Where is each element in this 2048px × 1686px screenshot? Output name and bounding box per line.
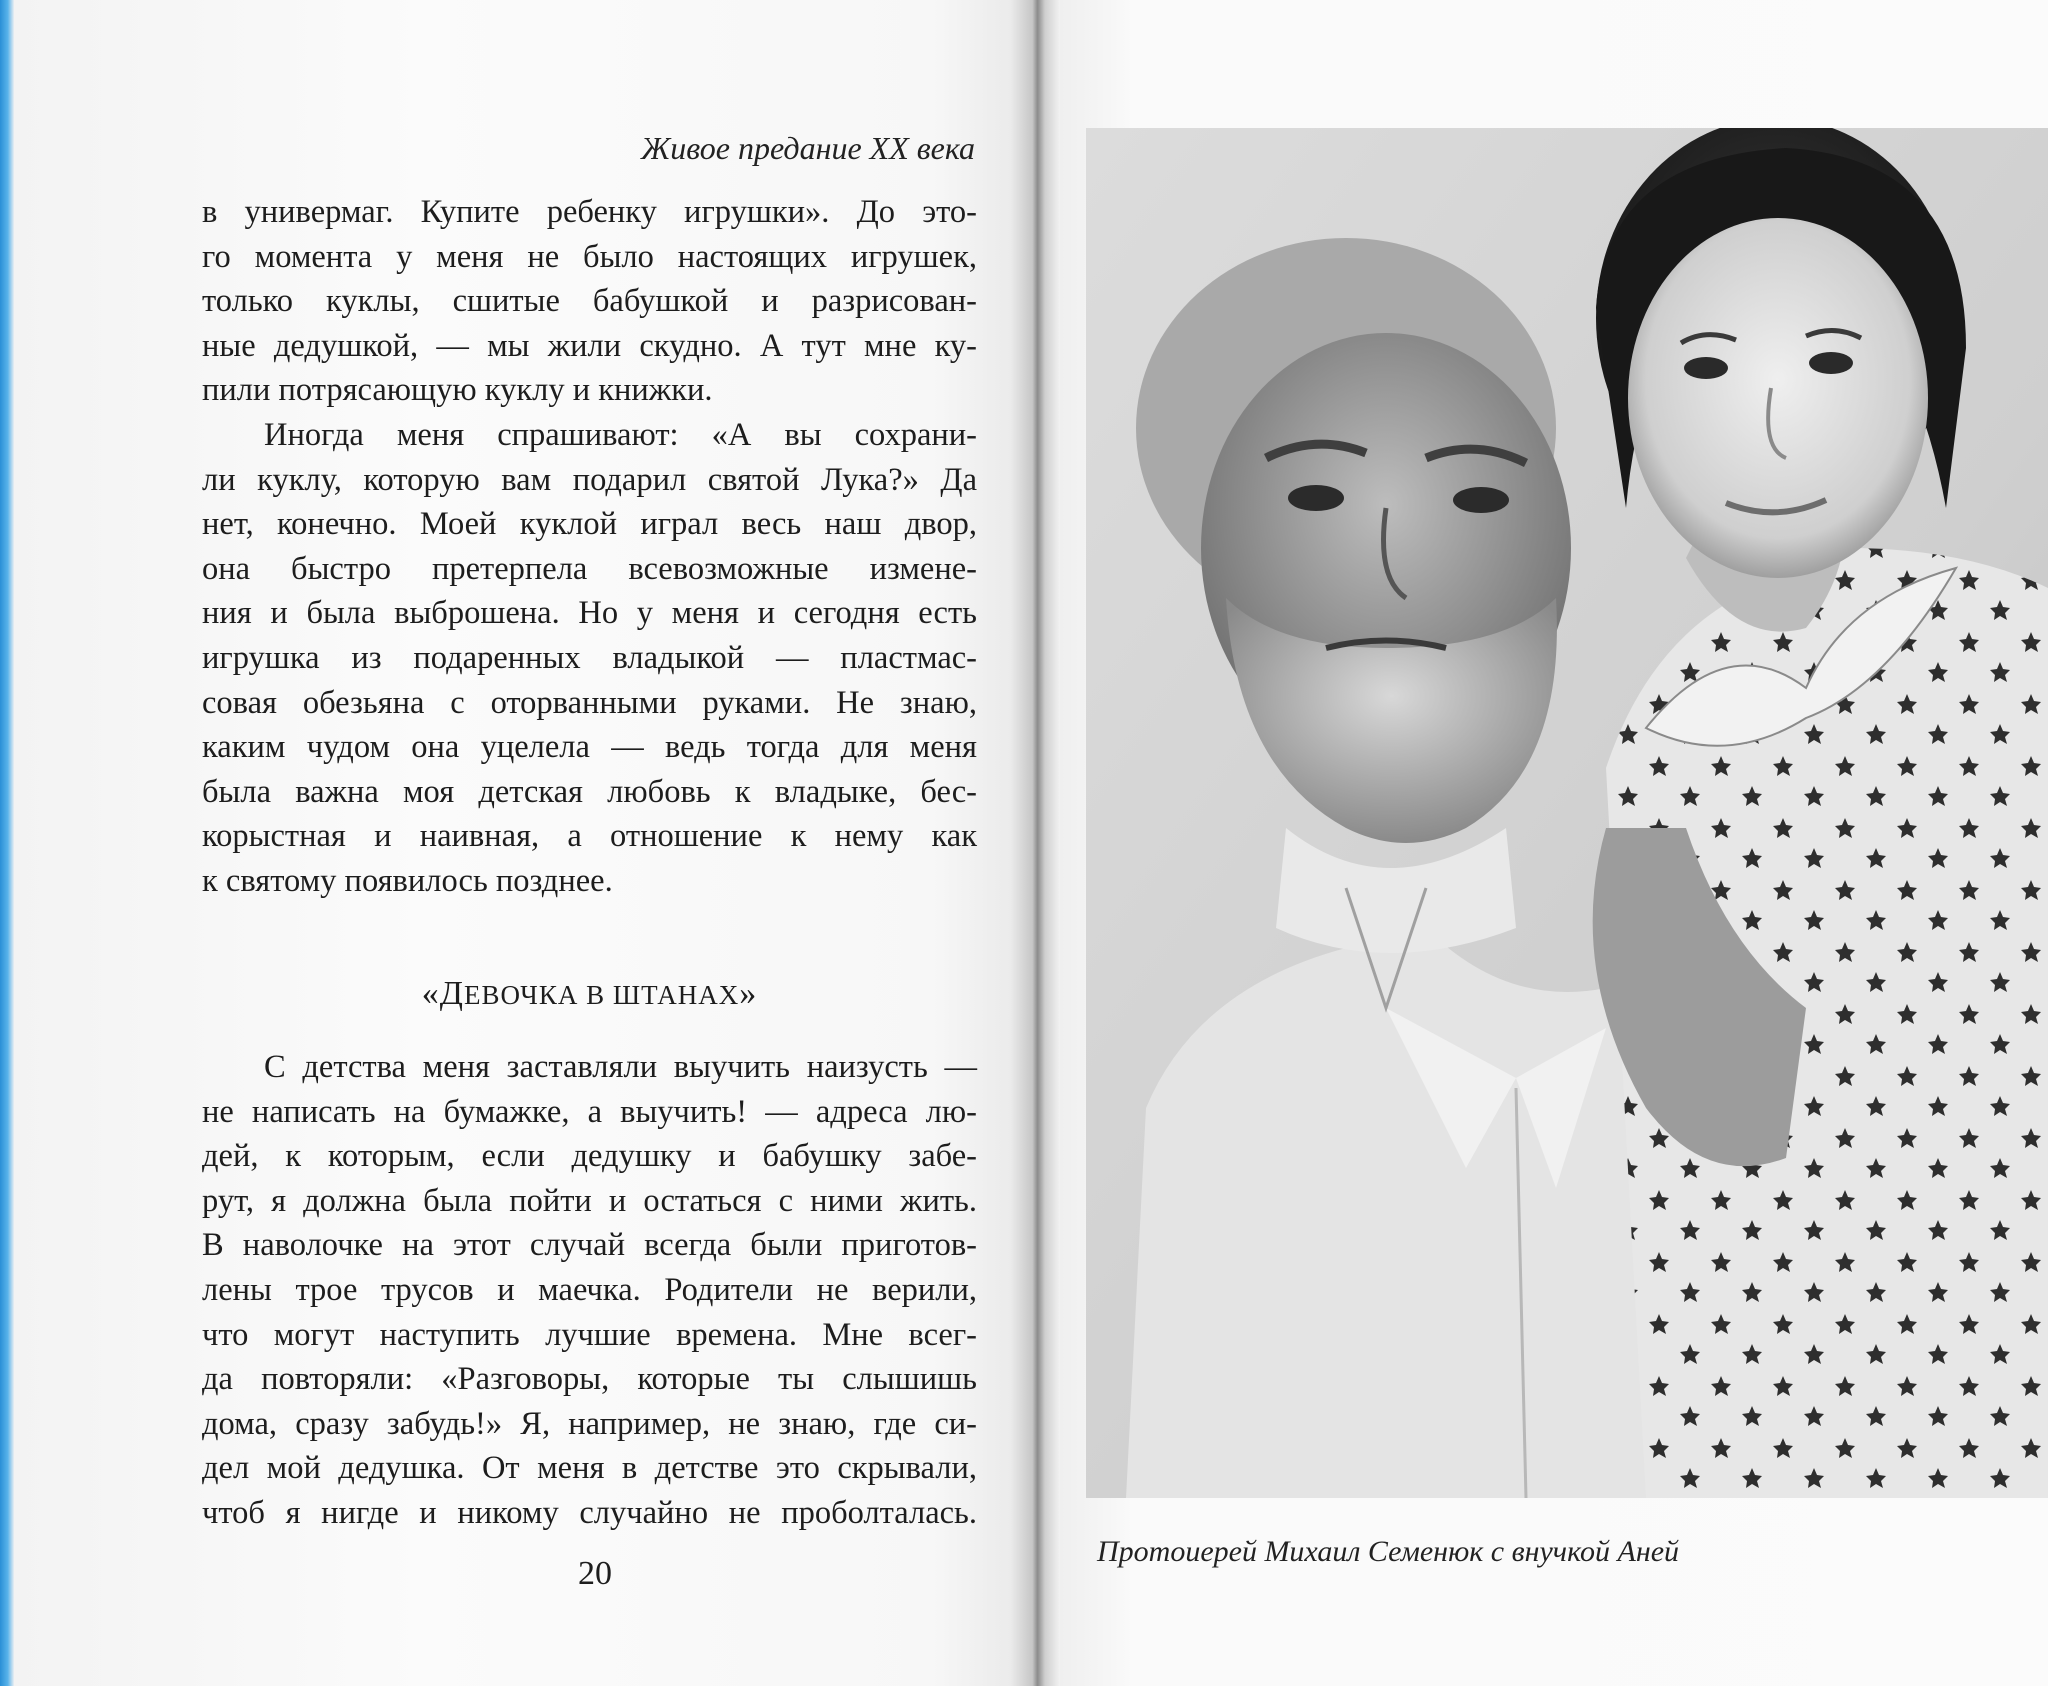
body-text-top-line: она быстро претерпела всевозможные изменe- <box>202 550 977 587</box>
body-text-top-line: только куклы, сшитые бабушкой и разрисован- <box>202 283 977 320</box>
body-text-bottom-line: дома, сразу забудь!» Я, например, не знаю, где си- <box>202 1405 977 1442</box>
heading-initial: Д <box>439 975 464 1012</box>
heading-close-quote: » <box>739 975 758 1012</box>
photo-caption: Протоиерей Михаил Семенюк с внучкой Аней <box>1096 1535 1680 1568</box>
body-text-top-line: пили потрясающую куклу и книжки. <box>202 372 713 409</box>
body-text-bottom <box>202 1045 977 1536</box>
body-text-top-line: каким чудом она уцелела — ведь тогда для меня <box>202 729 977 766</box>
body-text-top-line: к святому появилось позднее. <box>202 862 613 899</box>
body-text-bottom-line: да повторяли: «Разговоры, которые ты слышишь <box>202 1361 977 1398</box>
body-text-top-line: ли куклу, которую вам подарил святой Лука?» Да <box>202 461 977 498</box>
scanner-edge <box>0 0 14 1686</box>
body-text-top <box>202 190 977 904</box>
body-text-bottom-line: дей, к которым, если дедушку и бабушку забе- <box>202 1138 977 1175</box>
section-heading <box>202 975 977 1013</box>
heading-open-quote: « <box>421 975 440 1012</box>
body-text-bottom-line: чтоб я нигде и никому случайно не проболталась. <box>202 1494 977 1531</box>
body-text-bottom-line: лены трое трусов и маечка. Родители не верили, <box>202 1271 977 1308</box>
body-text-top-line: в универмаг. Купите ребенку игрушки». До это- <box>202 194 977 230</box>
body-text-top-line: нет, конечно. Моей куклой играл весь наш двор, <box>202 506 977 543</box>
body-text-top-line: игрушка из подаренных владыкой — пластмас- <box>202 639 977 676</box>
heading-rest: ЕВОЧКА В ШТАНАХ <box>463 980 740 1010</box>
body-text-bottom-line: С детства меня заставляли выучить наизусть — <box>264 1049 977 1085</box>
photograph <box>1086 128 2048 1498</box>
running-head: Живое предание XX века <box>640 130 975 166</box>
body-text-bottom-line: что могут наступить лучшие времена. Мне всег- <box>202 1316 977 1353</box>
book-gutter <box>1010 0 1060 1686</box>
body-text-top-line: корыстная и наивная, а отношение к нему как <box>202 818 977 855</box>
body-text-bottom-line: дел мой дедушка. От меня в детстве это скрывали, <box>202 1450 977 1487</box>
body-text-top-line: совая обезьяна с оторванными руками. Не знаю, <box>202 684 977 721</box>
page-number: 20 <box>578 1555 612 1592</box>
body-text-bottom-line: рут, я должна была пойти и остаться с ними жить. <box>202 1182 977 1219</box>
body-text-bottom-line: не написать на бумажке, а выучить! — адреса лю- <box>202 1093 977 1130</box>
body-text-top-line: го момента у меня не было настоящих игрушек, <box>202 238 977 275</box>
body-text-top-line: ные дедушкой, — мы жили скудно. А тут мне ку- <box>202 327 977 364</box>
body-text-top-line: ния и была выброшена. Но у меня и сегодня есть <box>202 595 977 632</box>
body-text-bottom-line: В наволочке на этот случай всегда были приготов- <box>202 1227 977 1264</box>
body-text-top-line: была важна моя детская любовь к владыке, бес- <box>202 773 977 810</box>
body-text-top-line: Иногда меня спрашивают: «А вы сохрани- <box>264 416 977 453</box>
